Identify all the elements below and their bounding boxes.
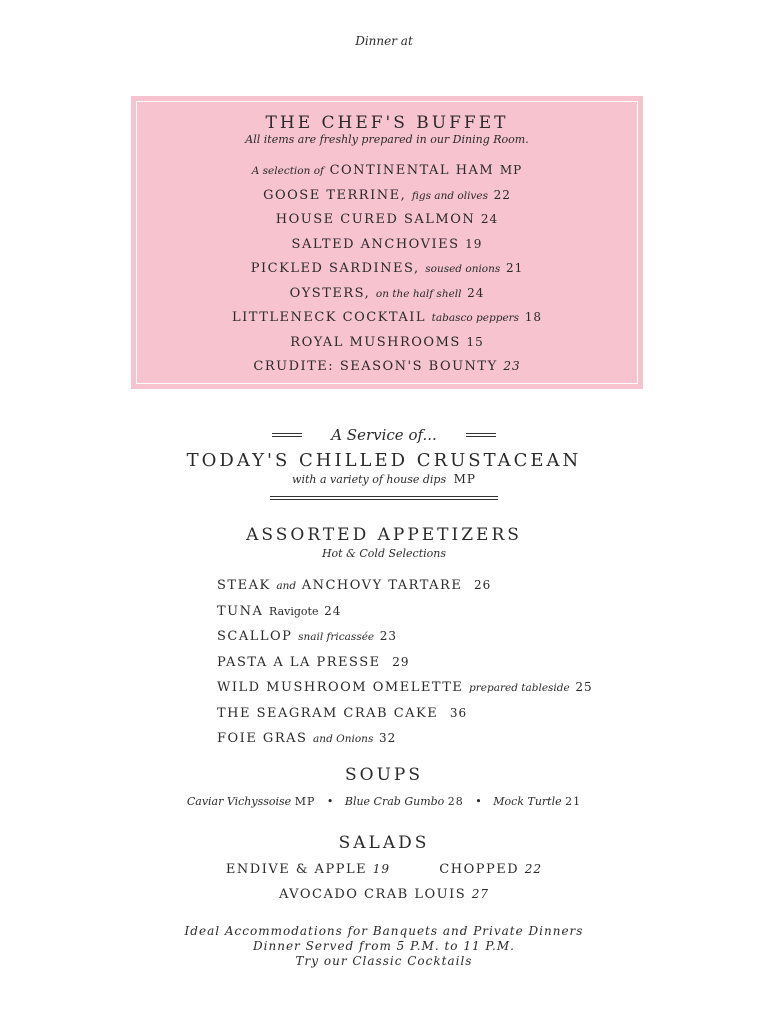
buffet-item-name: OYSTERS,	[289, 285, 371, 301]
buffet-item-price: 23	[503, 359, 521, 373]
appetizer-item	[217, 726, 637, 752]
salad-price: 22	[524, 862, 543, 876]
buffet-item	[131, 183, 643, 208]
soup-price: 28	[447, 795, 464, 808]
menu-header: Dinner at	[355, 34, 413, 48]
soup-name: Blue Crab Gumbo	[344, 795, 445, 808]
buffet-item	[131, 232, 643, 257]
appetizer-note: prepared tableside	[469, 682, 570, 694]
buffet-item	[131, 207, 643, 232]
bullet-separator: •	[475, 795, 482, 808]
soups-list	[0, 795, 768, 808]
salads-row	[0, 862, 768, 877]
buffet-item-note: figs and olives	[411, 189, 488, 202]
buffet-item-name: ROYAL MUSHROOMS	[290, 334, 461, 350]
appetizer-item	[217, 701, 637, 727]
buffet-item-name: LITTLENECK COCKTAIL	[232, 310, 427, 325]
appetizers-list	[217, 573, 637, 752]
salad-name: AVOCADO CRAB LOUIS	[278, 887, 467, 902]
appetizer-price: 32	[378, 731, 397, 745]
soups-title: SOUPS	[345, 765, 423, 785]
salad-name: CHOPPED	[439, 862, 520, 877]
appetizer-item	[217, 573, 637, 599]
appetizer-name: SCALLOP	[217, 629, 293, 644]
buffet-item-name: GOOSE TERRINE,	[263, 187, 407, 203]
buffet-item-prefix: A selection of	[251, 165, 324, 177]
crustacean-subtitle-row	[0, 472, 768, 486]
footer-line: Dinner Served from 5 P.M. to 11 P.M.	[253, 939, 515, 953]
bullet-separator: •	[326, 795, 334, 808]
buffet-item	[131, 330, 643, 355]
buffet-items	[131, 158, 643, 379]
soup-price: 21	[565, 795, 582, 808]
appetizer-note: Ravigote	[269, 604, 319, 618]
appetizer-price: 29	[392, 654, 410, 669]
appetizer-name: PASTA A LA PRESSE	[217, 654, 381, 670]
buffet-item-price: 22	[493, 187, 511, 202]
appetizer-item	[217, 624, 637, 650]
soup-name: Caviar Vichyssoise	[186, 795, 292, 808]
footer-line: Ideal Accommodations for Banquets and Private Dinners	[184, 924, 584, 938]
appetizer-price: 26	[473, 578, 492, 592]
appetizer-price: 24	[324, 603, 342, 618]
buffet-item-name: CRUDITE: SEASON'S BOUNTY	[253, 359, 498, 374]
buffet-item-price: 19	[465, 236, 483, 251]
buffet-item	[131, 256, 643, 281]
buffet-item-price: MP	[499, 163, 523, 177]
appetizer-price: 25	[575, 680, 593, 694]
appetizer-price: 36	[449, 705, 468, 720]
appetizer-price: 23	[379, 629, 398, 643]
buffet-subtitle: All items are freshly prepared in our Dining Room.	[245, 133, 529, 146]
buffet-item-name: HOUSE CURED SALMON	[275, 212, 476, 227]
chefs-buffet-panel	[131, 96, 643, 389]
buffet-item-price: 24	[467, 285, 485, 300]
buffet-item-price: 21	[505, 261, 524, 275]
appetizer-item	[217, 675, 637, 701]
appetizer-name-2: ANCHOVY TARTARE	[301, 578, 463, 593]
appetizer-name: STEAK	[217, 578, 271, 593]
buffet-item-price: 18	[524, 310, 542, 324]
buffet-item	[131, 281, 643, 306]
crustacean-rule	[270, 496, 498, 500]
appetizer-item	[217, 650, 637, 676]
appetizer-conj: and	[276, 580, 297, 592]
crustacean-price: MP	[453, 472, 476, 486]
appetizer-name: FOIE GRAS	[217, 731, 308, 746]
buffet-item-price: 15	[466, 334, 484, 349]
salads-row	[0, 887, 768, 902]
appetizer-name: WILD MUSHROOM OMELETTE	[217, 680, 464, 695]
buffet-item-note: tabasco peppers	[431, 312, 520, 324]
buffet-item-name: CONTINENTAL HAM	[329, 163, 495, 178]
crustacean-title: TODAY'S CHILLED CRUSTACEAN	[186, 450, 582, 471]
buffet-item	[131, 305, 643, 330]
appetizer-item	[217, 599, 637, 625]
buffet-item	[131, 354, 643, 379]
crustacean-subtitle: with a variety of house dips	[292, 473, 447, 486]
salad-price: 27	[471, 887, 490, 901]
buffet-title: THE CHEF'S BUFFET	[265, 113, 509, 133]
buffet-item	[131, 158, 643, 183]
buffet-item-price: 24	[480, 212, 499, 226]
buffet-item-name: SALTED ANCHOVIES	[291, 236, 460, 252]
buffet-item-note: on the half shell	[375, 287, 462, 300]
appetizers-title: ASSORTED APPETIZERS	[246, 525, 522, 545]
salad-price: 19	[372, 862, 390, 876]
appetizer-name: TUNA	[217, 603, 264, 619]
buffet-item-name: PICKLED SARDINES,	[250, 261, 420, 276]
appetizers-subtitle: Hot & Cold Selections	[321, 547, 447, 560]
appetizer-name: THE SEAGRAM CRAB CAKE	[217, 705, 439, 721]
service-intro: A Service of...	[331, 426, 437, 444]
buffet-item-note: soused onions	[425, 263, 501, 275]
soup-name: Mock Turtle	[493, 795, 562, 808]
appetizer-note: snail fricassée	[298, 631, 375, 643]
footer-line: Try our Classic Cocktails	[295, 954, 473, 968]
soup-price: MP	[294, 795, 316, 808]
salads-title: SALADS	[338, 833, 430, 853]
appetizer-note: and Onions	[313, 733, 374, 745]
salad-name: ENDIVE & APPLE	[225, 862, 368, 877]
